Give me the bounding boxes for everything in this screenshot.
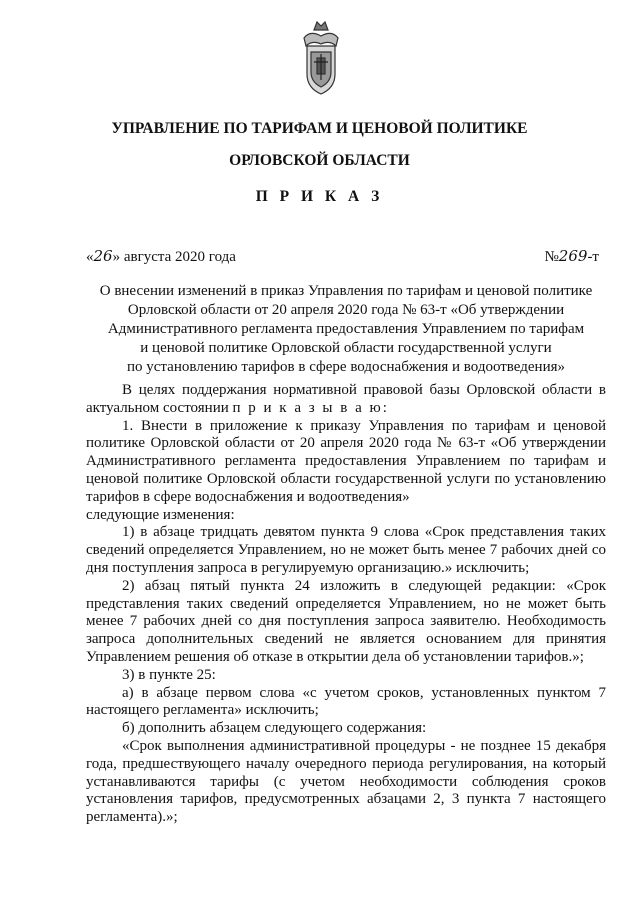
title-line: и ценовой политике Орловской области государственной услуги — [140, 340, 552, 356]
number-suffix: -т — [587, 249, 599, 265]
title-line: по установлению тарифов в сфере водоснабжения и водоотведения» — [126, 359, 566, 375]
organization-name-line2: ОРЛОВСКОЙ ОБЛАСТИ — [229, 152, 410, 169]
title-line: О внесении изменений в приказ Управления по тарифам и ценовой политике — [99, 283, 593, 299]
number-prefix: № — [544, 249, 559, 265]
paragraph-7: «Срок выполнения административной процедуры - не позднее 15 декабря года, предшествующего началу очередного периода регулирования, на который устанавливаются тарифы (с учетом необходимости соблюдения сроков установления тарифов, предусмотренных абзацами 2, 3 пункта 7 настоящего регламента).»; — [86, 737, 606, 826]
paragraph-1-continuation: следующие изменения: — [86, 506, 235, 523]
paragraph-6: б) дополнить абзацем следующего содержания: — [122, 720, 427, 737]
document-number — [544, 247, 599, 266]
intro-paragraph — [86, 382, 606, 418]
paragraph-2: 1) в абзаце тридцать девятом пункта 9 слова «Срок представления таких сведений определяется Управлением, но не может быть менее 7 рабочих дней со дня поступления запроса в регулируемую организацию.» исключить; — [86, 524, 606, 576]
organization-name-line1: УПРАВЛЕНИЕ ПО ТАРИФАМ И ЦЕНОВОЙ ПОЛИТИКЕ — [111, 120, 528, 137]
paragraph-3: 2) абзац пятый пункта 24 изложить в следующей редакции: «Срок представления таких сведений определяется Управлением, но не может быть менее 7 рабочих дней со дня поступления запроса заявителю. Необходимость запроса дополнительных сведений не является основанием для принятия Управлением решения об отказе в открытии дела об установлении тарифов.»; — [86, 577, 606, 665]
intro-colon: : — [382, 399, 387, 416]
title-line: Административного регламента предоставления Управлением по тарифам — [107, 321, 585, 337]
document-body — [86, 382, 606, 827]
coat-of-arms-icon — [300, 16, 342, 98]
paragraph-4: 3) в пункте 25: — [122, 666, 216, 683]
document-type-heading: П Р И К А З — [255, 188, 384, 205]
date-open-quote: « — [86, 249, 94, 265]
document-date — [86, 247, 236, 266]
document-title — [86, 282, 606, 377]
intro-text: В целях поддержания нормативной правовой базы Орловской области в актуальном состоянии — [86, 382, 606, 416]
paragraph-1: 1. Внести в приложение к приказу Управления по тарифам и ценовой политике Орловской области от 20 апреля 2020 года № 63-т «Об утверждении Административного регламента предоставления Управлением по тарифам и ценовой политике Орловской области государственной услуги по установлению тарифов в сфере водоснабжения и водоотведения» — [86, 417, 606, 505]
title-line: Орловской области от 20 апреля 2020 года № 63-т «Об утверждении — [127, 302, 565, 318]
date-day-handwritten: 26 — [93, 247, 113, 265]
paragraph-5: а) в абзаце первом слова «с учетом сроков, установленных пунктом 7 настоящего регламента» исключить; — [86, 684, 606, 719]
order-word: п р и к а з ы в а ю — [232, 399, 383, 416]
date-month-year: » августа 2020 года — [112, 249, 236, 265]
number-handwritten: 269 — [558, 247, 588, 265]
